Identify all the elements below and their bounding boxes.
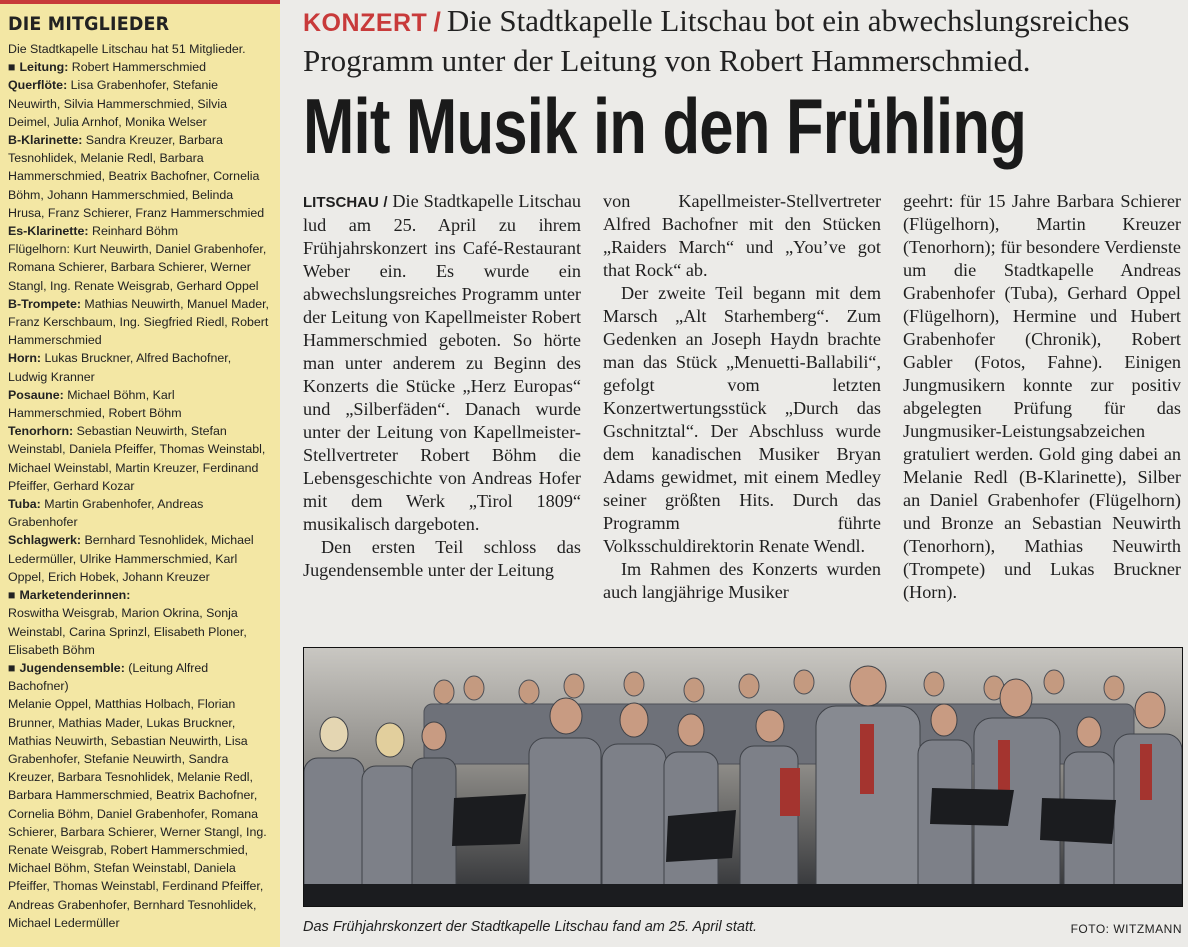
paragraph: geehrt: für 15 Jahre Barbara Schierer (Flügelhorn), Martin Kreuzer (Tenorhorn); für besondere Verdienste um die Stadtkapelle Andreas Grabenhofer (Tuba), Gerhard Oppel (Flügelhorn), Hermine und Hubert Grabenhofer (Chronik), Robert Gabler (Fotos, Fahne). Einigen Jungmusikern konnte zur positiv abgelegten Prüfung für das Jungmusiker-Leistungsabzeichen gratuliert werden. Gold ging dabei an Melanie Redl (B-Klarinette), Silber an Daniel Grabenhofer (Flügelhorn) und Bronze an Sebastian Neuwirth (Tenorhorn), Mathias Neuwirth (Trompete) und Lukas Bruckner (Horn). <box>903 191 1181 602</box>
section-names: Martin Grabenhofer, Andreas Grabenhofer <box>8 497 204 530</box>
member-section <box>8 422 272 495</box>
square-bullet-icon: ■ <box>8 660 16 675</box>
section-label: Jugendensemble: <box>19 660 125 675</box>
section-names: (Leitung Alfred Bachofner) <box>8 660 209 694</box>
section-label: B-Klarinette: <box>8 133 83 148</box>
section-names: Melanie Oppel, Matthias Holbach, Florian Brunner, Mathias Mader, Lukas Bruckner, Mathias Neuwirth, Sebastian Neuwirth, Lisa Grabenhofer, Stefanie Neuwirth, Sandra Kreuzer, Barbara Tesnohlidek, Melanie Redl, Barbara Hammerschmied, Beatrix Bachofner, Cornelia Böhm, Daniel Grabenhofer, Romana Schierer, Barbara Schierer, Werner Stangl, Ing. Renate Weisgrab, Robert Hammerschmied, Michael Böhm, Stefan Weinstabl, Daniela Pfeiffer, Thomas Weinstabl, Ferdinand Pfeiffer, Andreas Grabenhofer, Bernhard Tesnohlidek, Michael Ledermüller <box>8 697 267 930</box>
paragraph <box>303 190 581 536</box>
paragraph: Im Rahmen des Konzerts wurden auch langjährige Musiker <box>603 559 881 602</box>
section-label: Leitung: <box>19 60 69 75</box>
paragraph-text: Die Stadtkapelle Litschau lud am 25. April zu ihrem Frühjahrskonzert ins Café-Restaurant Weber ein. Es wurde ein abwechslungsreiches Programm unter der Leitung von Kapellmeister Robert Hammerschmied geboten. So hörte man unter anderem zu Beginn des Konzerts die Stücke „Herz Europas“ und „Silberfäden“. Danach wurde unter der Leitung von Kapellmeister-Stellvertreter Robert Böhm die Lebensgeschichte von Andreas Hofer mit dem Werk „Tirol 1809“ musikalisch dargeboten. <box>303 191 581 534</box>
member-section <box>8 659 272 695</box>
paragraph: Den ersten Teil schloss das Jugendensemble unter der Leitung <box>303 537 581 580</box>
concert-photo <box>303 647 1183 907</box>
section-names: Flügelhorn: Kurt Neuwirth, Daniel Grabenhofer, Romana Schierer, Barbara Schierer, Werner Stangl, Ing. Renate Weisgrab, Gerhard Oppel <box>8 242 267 293</box>
section-label: Horn: <box>8 351 42 366</box>
section-label: B-Trompete: <box>8 296 81 311</box>
members-sidebar <box>0 0 280 947</box>
member-section <box>8 76 272 131</box>
square-bullet-icon: ■ <box>8 60 16 75</box>
article-subhead: Die Stadtkapelle Litschau bot ein abwechslungsreiches Programm unter der Leitung von Robert Hammerschmied. <box>303 3 1130 78</box>
band-group-illustration <box>304 648 1182 906</box>
member-section <box>8 295 272 350</box>
section-names: Bernhard Tesnohlidek, Michael Ledermüller, Ulrike Hammerschmied, Karl Oppel, Erich Hobek, Johann Kreuzer <box>8 533 254 584</box>
section-label: Schlagwerk: <box>8 533 81 548</box>
section-label: Querflöte: <box>8 78 68 93</box>
square-bullet-icon: ■ <box>8 588 16 603</box>
section-label: Tuba: <box>8 497 41 512</box>
article-column-2 <box>603 190 881 630</box>
section-names: Sebastian Neuwirth, Stefan Weinstabl, Daniela Pfeiffer, Thomas Weinstabl, Michael Weinstabl, Martin Kreuzer, Ferdinand Pfeiffer, Gerhard Kozar <box>8 424 266 493</box>
article-headline: Mit Musik in den Frühling <box>303 82 1027 170</box>
member-section <box>8 131 272 222</box>
section-label: Marketenderinnen: <box>19 588 131 603</box>
member-section <box>8 58 272 76</box>
member-section <box>8 240 272 295</box>
kicker-slash: / <box>433 7 441 37</box>
section-names: Robert Hammerschmied <box>68 60 207 75</box>
section-label: Posaune: <box>8 387 64 402</box>
section-names: Roswitha Weisgrab, Marion Okrina, Sonja Weinstabl, Carina Sprinzl, Elisabeth Ploner, Elisabeth Böhm <box>8 606 247 657</box>
paragraph: Der zweite Teil begann mit dem Marsch „Alt Starhemberg“. Zum Gedenken an Joseph Haydn brachte man das Stück „Menuetti-Ballabili“, gefolgt vom letzten Konzertwertungsstück „Durch das Gschnitztal“. Der Abschluss wurde dem kanadischen Musiker Bryan Adams gewidmet, mit einem Medley seiner größten Hits. Durch das Programm führte Volksschuldirektorin Renate Wendl. <box>603 283 881 556</box>
photo-caption: Das Frühjahrskonzert der Stadtkapelle Litschau fand am 25. April statt. <box>303 919 758 935</box>
section-names: Lisa Grabenhofer, Stefanie Neuwirth, Silvia Hammerschmied, Silvia Deimel, Julia Arnhof, Monika Welser <box>8 78 227 129</box>
article-column-1 <box>303 190 581 630</box>
section-names: Lukas Bruckner, Alfred Bachofner, Ludwig Kranner <box>8 351 232 384</box>
article-kicker <box>303 2 1183 80</box>
sidebar-sections <box>8 58 272 932</box>
section-names: Mathias Neuwirth, Manuel Mader, Franz Kerschbaum, Ing. Siegfried Riedl, Robert Hammerschmied <box>8 296 269 348</box>
photo-credit: FOTO: WITZMANN <box>1070 922 1182 936</box>
section-names: Sandra Kreuzer, Barbara Tesnohlidek, Melanie Redl, Barbara Hammerschmied, Beatrix Bachofner, Cornelia Böhm, Johann Hammerschmied, Belinda Hrusa, Franz Schierer, Franz Hammerschmied <box>8 133 265 220</box>
sidebar-intro: Die Stadtkapelle Litschau hat 51 Mitglieder. <box>8 42 246 56</box>
dateline: LITSCHAU / <box>303 194 388 211</box>
section-label: Es-Klarinette: <box>8 224 89 239</box>
member-section <box>8 495 272 531</box>
section-label: Tenorhorn: <box>8 424 74 439</box>
kicker-label: KONZERT <box>303 9 428 37</box>
member-section <box>8 386 272 422</box>
article-body <box>303 190 1183 630</box>
section-names: Reinhard Böhm <box>88 224 179 239</box>
member-section <box>8 695 272 932</box>
section-names: Michael Böhm, Karl Hammerschmied, Robert Böhm <box>8 387 182 421</box>
member-section <box>8 586 272 604</box>
sidebar-title: DIE MITGLIEDER <box>8 13 170 35</box>
member-section <box>8 531 272 586</box>
sidebar-top-rule <box>0 0 280 4</box>
paragraph: von Kapellmeister-Stellvertreter Alfred Bachofner mit den Stücken „Raiders March“ und „You’ve got that Rock“ ab. <box>603 191 881 280</box>
article-column-3 <box>903 190 1181 630</box>
member-section <box>8 222 272 240</box>
member-section <box>8 604 272 659</box>
member-section <box>8 349 272 385</box>
